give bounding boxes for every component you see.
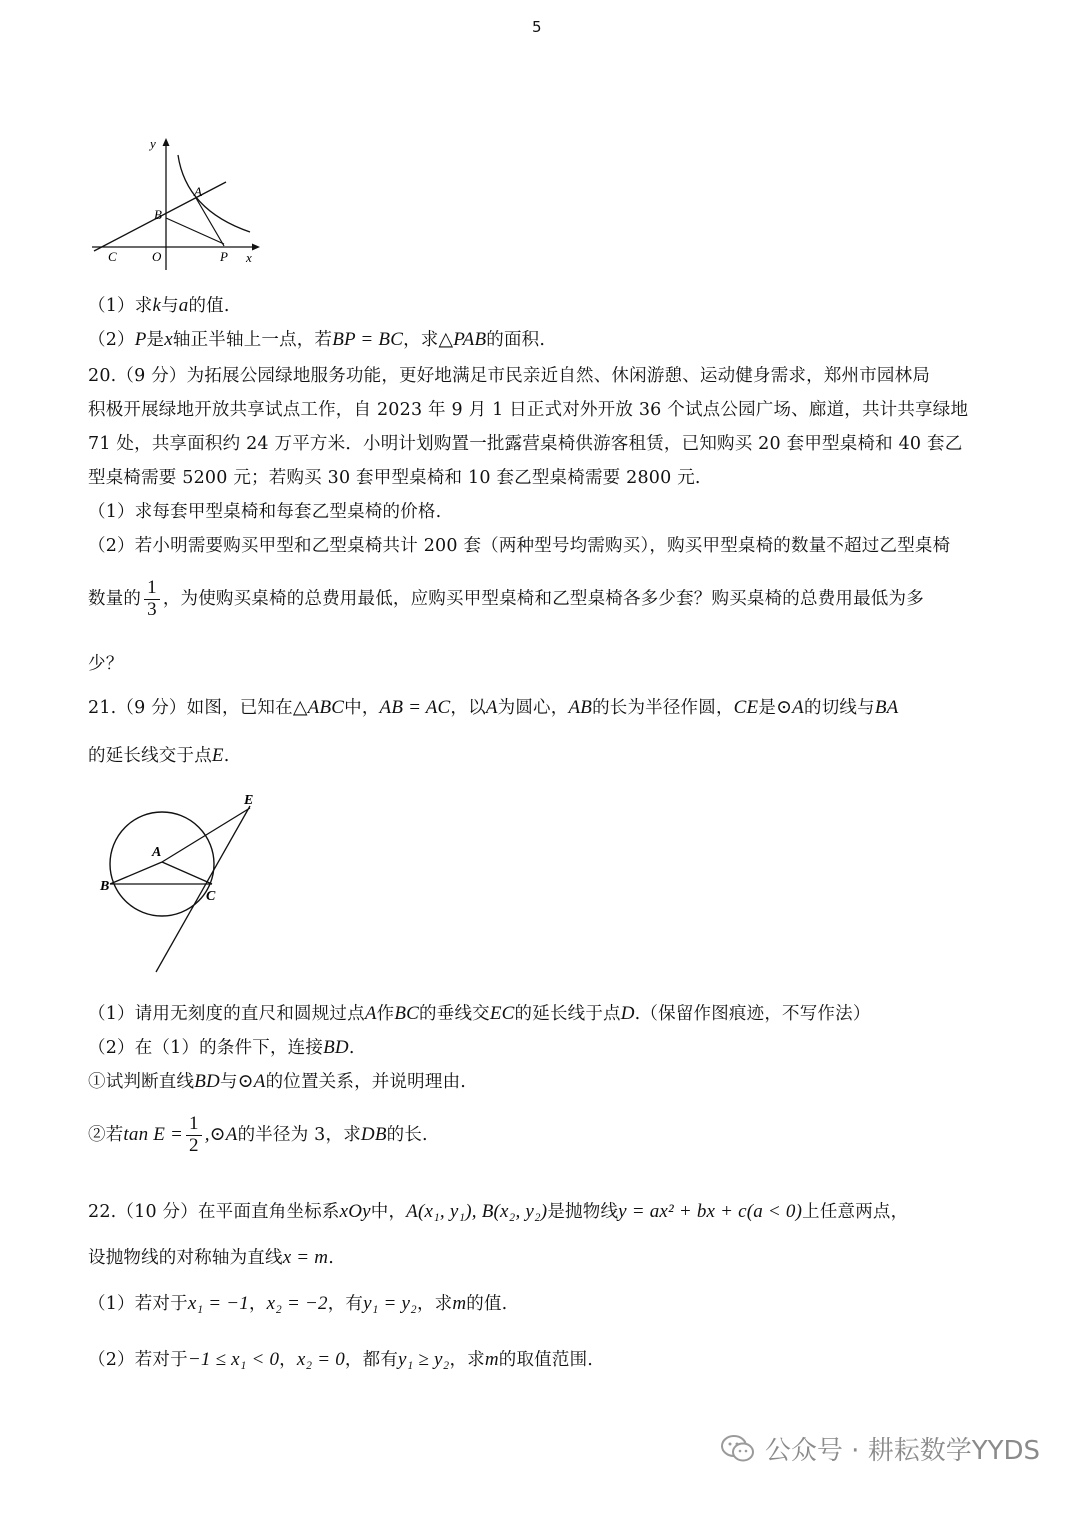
q20-part1: （1）求每套甲型桌椅和每套乙型桌椅的价格. bbox=[88, 502, 442, 522]
q21-sub1 bbox=[88, 1068, 466, 1093]
q19-part2 bbox=[88, 326, 545, 351]
q19-p2-text: 的面积. bbox=[486, 330, 546, 350]
q19-p2-text: ，求 bbox=[403, 330, 439, 350]
q22-p2-text: ，求 bbox=[449, 1350, 485, 1370]
q22-part1 bbox=[88, 1290, 507, 1315]
var-m: m bbox=[452, 1293, 467, 1314]
q22-text: . bbox=[328, 1248, 334, 1268]
q21-s1-text: ①试判断直线 bbox=[88, 1072, 195, 1092]
math-points-AB: A(x₁, y₁), B(x₂, y₂) bbox=[406, 1201, 548, 1222]
math-triangle-ABC: △ABC bbox=[292, 697, 345, 718]
q21-text: 的切线与 bbox=[804, 698, 875, 718]
q20-line2: 积极开展绿地开放共享试点工作，自 2023 年 9 月 1 日正式对外开放 36 个试点公园广场、廊道，共计共享绿地 bbox=[88, 400, 969, 420]
q20-p2-text: 数量的 bbox=[88, 588, 142, 609]
q21-p2-text: （2）在（1）的条件下，连接 bbox=[88, 1038, 324, 1058]
q22-p2-text: 的取值范围. bbox=[498, 1350, 594, 1370]
q21-text: 的长为半径作圆， bbox=[592, 698, 734, 718]
coordinate-figure bbox=[88, 130, 268, 275]
math-y1-eq-y2: y₁ = y₂ bbox=[363, 1293, 417, 1314]
q21-text: 中， bbox=[344, 698, 380, 718]
fraction-one-half bbox=[186, 1114, 202, 1157]
var-P: P bbox=[134, 329, 147, 350]
var-x: x bbox=[164, 329, 173, 350]
label-B: B bbox=[154, 207, 162, 222]
fraction-denominator: 2 bbox=[189, 1134, 199, 1156]
circle-figure bbox=[96, 790, 276, 980]
fraction-one-third bbox=[144, 578, 160, 621]
fraction-numerator: 1 bbox=[186, 1114, 202, 1136]
q22-text: 22.（10 分）在平面直角坐标系 bbox=[88, 1202, 340, 1222]
label-C: C bbox=[206, 889, 216, 904]
q22-p1-text: ，求 bbox=[416, 1294, 453, 1314]
q21-s2-text: 的长. bbox=[386, 1124, 428, 1145]
q19-p1-text: 的值. bbox=[188, 296, 230, 316]
q22-line1 bbox=[88, 1198, 908, 1223]
math-y1-ge-y2: y₁ ≥ y₂ bbox=[398, 1349, 450, 1370]
q21-s1-text: 与 bbox=[219, 1072, 238, 1092]
math-x2-value: x₂ = −2 bbox=[266, 1293, 328, 1314]
q20-line1: 20.（9 分）为拓展公园绿地服务功能，更好地满足市民亲近自然、休闲游憩、运动健身需求，郑州市园林局 bbox=[88, 366, 931, 386]
q21-sub2 bbox=[88, 1114, 428, 1157]
q22-p2-text: ， bbox=[279, 1350, 297, 1370]
fraction-denominator: 3 bbox=[147, 598, 157, 620]
math-x1-value: x₁ = −1 bbox=[187, 1293, 249, 1314]
var-BD: BD bbox=[323, 1037, 349, 1058]
q21-line2 bbox=[88, 742, 229, 767]
q21-p1-text: 的延长线于点 bbox=[514, 1004, 621, 1024]
segment-AC bbox=[162, 862, 212, 884]
math-x1-range: −1 ≤ x₁ < 0 bbox=[187, 1349, 280, 1370]
q22-part2 bbox=[88, 1346, 593, 1371]
label-x: x bbox=[246, 250, 252, 265]
label-P: P bbox=[220, 249, 228, 264]
q21-part1 bbox=[88, 1000, 871, 1025]
math-AB-eq-AC: AB = AC bbox=[379, 697, 451, 718]
q21-part2 bbox=[88, 1034, 355, 1059]
q22-text: 设抛物线的对称轴为直线 bbox=[88, 1248, 283, 1268]
wechat-watermark bbox=[721, 1430, 1040, 1467]
q22-p1-text: （1）若对于 bbox=[88, 1294, 188, 1314]
var-D: D bbox=[620, 1003, 635, 1024]
q22-text: 上任意两点， bbox=[802, 1202, 909, 1222]
q21-s2-text: ②若 bbox=[88, 1124, 124, 1145]
math-triangle-PAB: △PAB bbox=[438, 329, 487, 350]
q21-s2-text: 的半径为 3，求 bbox=[237, 1124, 361, 1145]
var-CE: CE bbox=[733, 697, 759, 718]
label-B: B bbox=[100, 879, 110, 894]
q21-line1 bbox=[88, 694, 898, 719]
q21-p1-text: 的垂线交 bbox=[419, 1004, 490, 1024]
math-circle-A: ⊙A bbox=[776, 697, 804, 718]
segment-AP bbox=[196, 198, 224, 246]
segment-BA bbox=[110, 862, 162, 884]
q21-p1-text: .（保留作图痕迹，不写作法） bbox=[634, 1004, 871, 1024]
q21-text: 是 bbox=[758, 698, 777, 718]
page-number: 5 bbox=[532, 18, 542, 36]
q22-p1-text: ， bbox=[248, 1294, 267, 1314]
y-axis-arrow bbox=[163, 138, 170, 146]
var-BC: BC bbox=[394, 1003, 420, 1024]
math-tan-E: tan E = bbox=[123, 1123, 184, 1145]
q21-text: 为圆心， bbox=[497, 698, 569, 718]
q21-text: 的延长线交于点 bbox=[88, 746, 212, 766]
q21-text: . bbox=[223, 746, 230, 766]
fraction-numerator: 1 bbox=[144, 578, 160, 600]
q21-text: 21.（9 分）如图，已知在 bbox=[88, 698, 293, 718]
q19-part1 bbox=[88, 292, 230, 317]
math-x2-value: x₂ = 0 bbox=[296, 1349, 345, 1370]
segment-AE bbox=[162, 808, 250, 862]
q20-p2-text: ，为使购买桌椅的总费用最低，应购买甲型桌椅和乙型桌椅各多少套？购买桌椅的总费用最低为多 bbox=[162, 588, 924, 609]
label-O: O bbox=[152, 249, 162, 264]
math-BP-eq-BC: BP = BC bbox=[332, 329, 404, 350]
var-a: a bbox=[178, 295, 189, 316]
q21-p1-text: （1）请用无刻度的直尺和圆规过点 bbox=[88, 1004, 365, 1024]
var-m: m bbox=[484, 1349, 499, 1370]
hyperbola-curve bbox=[178, 155, 250, 232]
label-C: C bbox=[108, 249, 117, 264]
q20-part2-line1: （2）若小明需要购买甲型和乙型桌椅共计 200 套（两种型号均需购买），购买甲型桌椅的数量不超过乙型桌椅 bbox=[88, 536, 951, 556]
label-A: A bbox=[152, 845, 162, 860]
label-E: E bbox=[244, 793, 254, 808]
q22-line2 bbox=[88, 1244, 334, 1269]
var-AB: AB bbox=[568, 697, 593, 718]
q22-p2-text: ，都有 bbox=[344, 1350, 399, 1370]
label-A: A bbox=[194, 184, 202, 199]
q20-line3: 71 处，共享面积约 24 万平方米．小明计划购置一批露营桌椅供游客租赁，已知购买 20 套甲型桌椅和 40 套乙 bbox=[88, 434, 963, 454]
var-BA: BA bbox=[874, 697, 899, 718]
q21-p1-text: 作 bbox=[376, 1004, 395, 1024]
var-k: k bbox=[152, 295, 162, 316]
circle-A bbox=[110, 812, 214, 916]
q22-p2-text: （2）若对于 bbox=[88, 1350, 188, 1370]
math-parabola: y = ax² + bx + c(a < 0) bbox=[618, 1201, 803, 1222]
q20-part2-line3: 少？ bbox=[88, 654, 124, 674]
q19-p1-text: （1）求 bbox=[88, 296, 153, 316]
q19-p2-text: 轴正半轴上一点，若 bbox=[172, 330, 333, 350]
q22-text: 是抛物线 bbox=[547, 1202, 619, 1222]
q21-s1-text: 的位置关系，并说明理由. bbox=[265, 1072, 467, 1092]
q20-part2-line2 bbox=[88, 578, 924, 621]
watermark-text: 公众号 · 耕耘数学YYDS bbox=[764, 1436, 1040, 1466]
q19-p1-text: 与 bbox=[161, 296, 179, 316]
var-BD: BD bbox=[194, 1071, 220, 1092]
q19-p2-text: 是 bbox=[146, 330, 165, 350]
math-circle-A: ⊙A bbox=[237, 1071, 266, 1092]
q21-p2-text: . bbox=[348, 1038, 355, 1058]
math-circle-A: ,⊙A bbox=[204, 1123, 238, 1145]
q22-p1-text: 的值. bbox=[466, 1294, 508, 1314]
var-EC: EC bbox=[489, 1003, 515, 1024]
q22-text: 中， bbox=[370, 1202, 407, 1222]
var-DB: DB bbox=[360, 1123, 387, 1145]
var-E: E bbox=[211, 745, 224, 766]
label-y: y bbox=[150, 136, 156, 151]
x-axis-arrow bbox=[252, 244, 260, 251]
q19-p2-text: （2） bbox=[88, 330, 135, 350]
q22-p1-text: ，有 bbox=[327, 1294, 364, 1314]
var-A: A bbox=[364, 1003, 377, 1024]
q21-text: ，以 bbox=[450, 698, 486, 718]
math-x-eq-m: x = m bbox=[282, 1247, 329, 1268]
wechat-icon bbox=[721, 1434, 755, 1464]
q20-line4: 型桌椅需要 5200 元；若购买 30 套甲型桌椅和 10 套乙型桌椅需要 2800 元. bbox=[88, 468, 701, 488]
var-A: A bbox=[485, 697, 498, 718]
math-xOy: xOy bbox=[339, 1201, 371, 1222]
